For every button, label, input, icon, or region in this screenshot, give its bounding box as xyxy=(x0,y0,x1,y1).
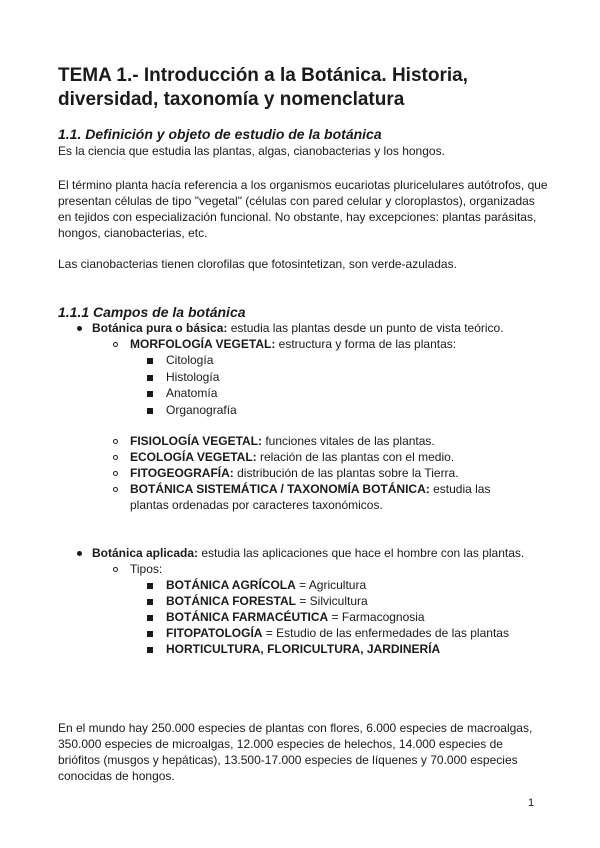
list-item-aplicada xyxy=(92,545,524,561)
page-number: 1 xyxy=(528,797,535,809)
term: HORTICULTURA, FLORICULTURA, JARDINERÍA xyxy=(166,642,441,656)
term: FITOGEOGRAFÍA: xyxy=(130,466,234,480)
term: BOTÁNICA AGRÍCOLA xyxy=(166,578,296,592)
term: ECOLOGÍA VEGETAL: xyxy=(130,450,257,464)
square-bullet xyxy=(147,647,153,653)
circle-bullet xyxy=(113,567,118,572)
list-item-organografia: Organografía xyxy=(166,403,237,417)
list-item-agricola xyxy=(166,577,366,593)
plant-term-paragraph: El término planta hacía referencia a los organismos eucariotas pluricelulares autótrofos, que presentan células de tipo "vegetal" (células con pared celular y cloroplastos), organizadas en tejidos con especialización funcional. No obstante, hay excepciones: plantas parásitas, hongos, cianobacterias, etc. xyxy=(58,178,548,240)
desc: estudia las xyxy=(429,482,491,496)
list-item-forestal xyxy=(166,593,368,609)
term: MORFOLOGÍA VEGETAL: xyxy=(130,337,276,351)
square-bullet xyxy=(147,599,153,605)
section-heading: 1.1. Definición y objeto de estudio de la botánica xyxy=(58,126,382,142)
square-bullet xyxy=(147,408,153,414)
desc: = Silvicultura xyxy=(296,594,368,608)
desc: = Estudio de las enfermedades de las plantas xyxy=(262,626,509,640)
list-item-ecologia xyxy=(130,449,454,465)
list-item-fitogeografia xyxy=(130,465,459,481)
circle-bullet xyxy=(113,455,118,460)
term: FITOPATOLOGÍA xyxy=(166,626,263,640)
cyanobacteria-paragraph: Las cianobacterias tienen clorofilas que fotosintetizan, son verde-azuladas. xyxy=(58,257,457,271)
list-item-citologia: Citología xyxy=(166,353,214,367)
subsection-heading: 1.1.1 Campos de la botánica xyxy=(58,304,246,320)
definition-paragraph: Es la ciencia que estudia las plantas, algas, cianobacterias y los hongos. xyxy=(58,144,445,158)
page-title: TEMA 1.- Introducción a la Botánica. Historia, diversidad, taxonomía y nomenclatura xyxy=(58,65,468,110)
square-bullet xyxy=(147,375,153,381)
desc: relación de las plantas con el medio. xyxy=(256,450,455,464)
list-item-horticultura xyxy=(166,641,440,657)
term: Botánica aplicada: xyxy=(92,546,199,560)
circle-bullet xyxy=(113,487,118,492)
list-item-histologia: Histología xyxy=(166,370,220,384)
square-bullet xyxy=(147,583,153,589)
circle-bullet xyxy=(113,471,118,476)
desc: estudia las plantas desde un punto de vista teórico. xyxy=(227,321,504,335)
list-item-sistematica xyxy=(130,481,490,497)
term: Botánica pura o básica: xyxy=(92,321,228,335)
list-item-fitopatologia xyxy=(166,625,509,641)
circle-bullet xyxy=(113,439,118,444)
list-item-fisiologia xyxy=(130,433,435,449)
closing-paragraph: En el mundo hay 250.000 especies de plantas con flores, 6.000 especies de macroalgas, 350.000 especies de microalgas, 12.000 especies de helechos, 14.000 especies de briófitos (musgos y hepáticas), 13.500-17.000 especies de líquenes y 70.000 especies conocidas de hongos. xyxy=(58,721,533,783)
desc: funciones vitales de las plantas. xyxy=(262,434,435,448)
list-item-sistematica-cont: plantas ordenadas por caracteres taxonómicos. xyxy=(130,498,383,512)
circle-bullet xyxy=(113,342,118,347)
desc: distribución de las plantas sobre la Tierra. xyxy=(233,466,459,480)
list-item-morfologia xyxy=(130,336,456,352)
term: BOTÁNICA FORESTAL xyxy=(166,594,296,608)
list-item-anatomia: Anatomía xyxy=(166,386,218,400)
desc: = Agricultura xyxy=(295,578,367,592)
term: FISIOLOGÍA VEGETAL: xyxy=(130,434,262,448)
list-item-tipos: Tipos: xyxy=(130,562,163,576)
desc: estudia las aplicaciones que hace el hombre con las plantas. xyxy=(198,546,525,560)
disc-bullet xyxy=(77,551,82,556)
square-bullet xyxy=(147,358,153,364)
square-bullet xyxy=(147,391,153,397)
term: BOTÁNICA SISTEMÁTICA / TAXONOMÍA BOTÁNICA: xyxy=(130,482,430,496)
desc: = Farmacognosia xyxy=(328,610,425,624)
disc-bullet xyxy=(77,326,82,331)
list-item-pura xyxy=(92,320,504,336)
term: BOTÁNICA FARMACÉUTICA xyxy=(166,610,329,624)
square-bullet xyxy=(147,631,153,637)
desc: estructura y forma de las plantas: xyxy=(275,337,457,351)
list-item-farmaceutica xyxy=(166,609,425,625)
square-bullet xyxy=(147,615,153,621)
